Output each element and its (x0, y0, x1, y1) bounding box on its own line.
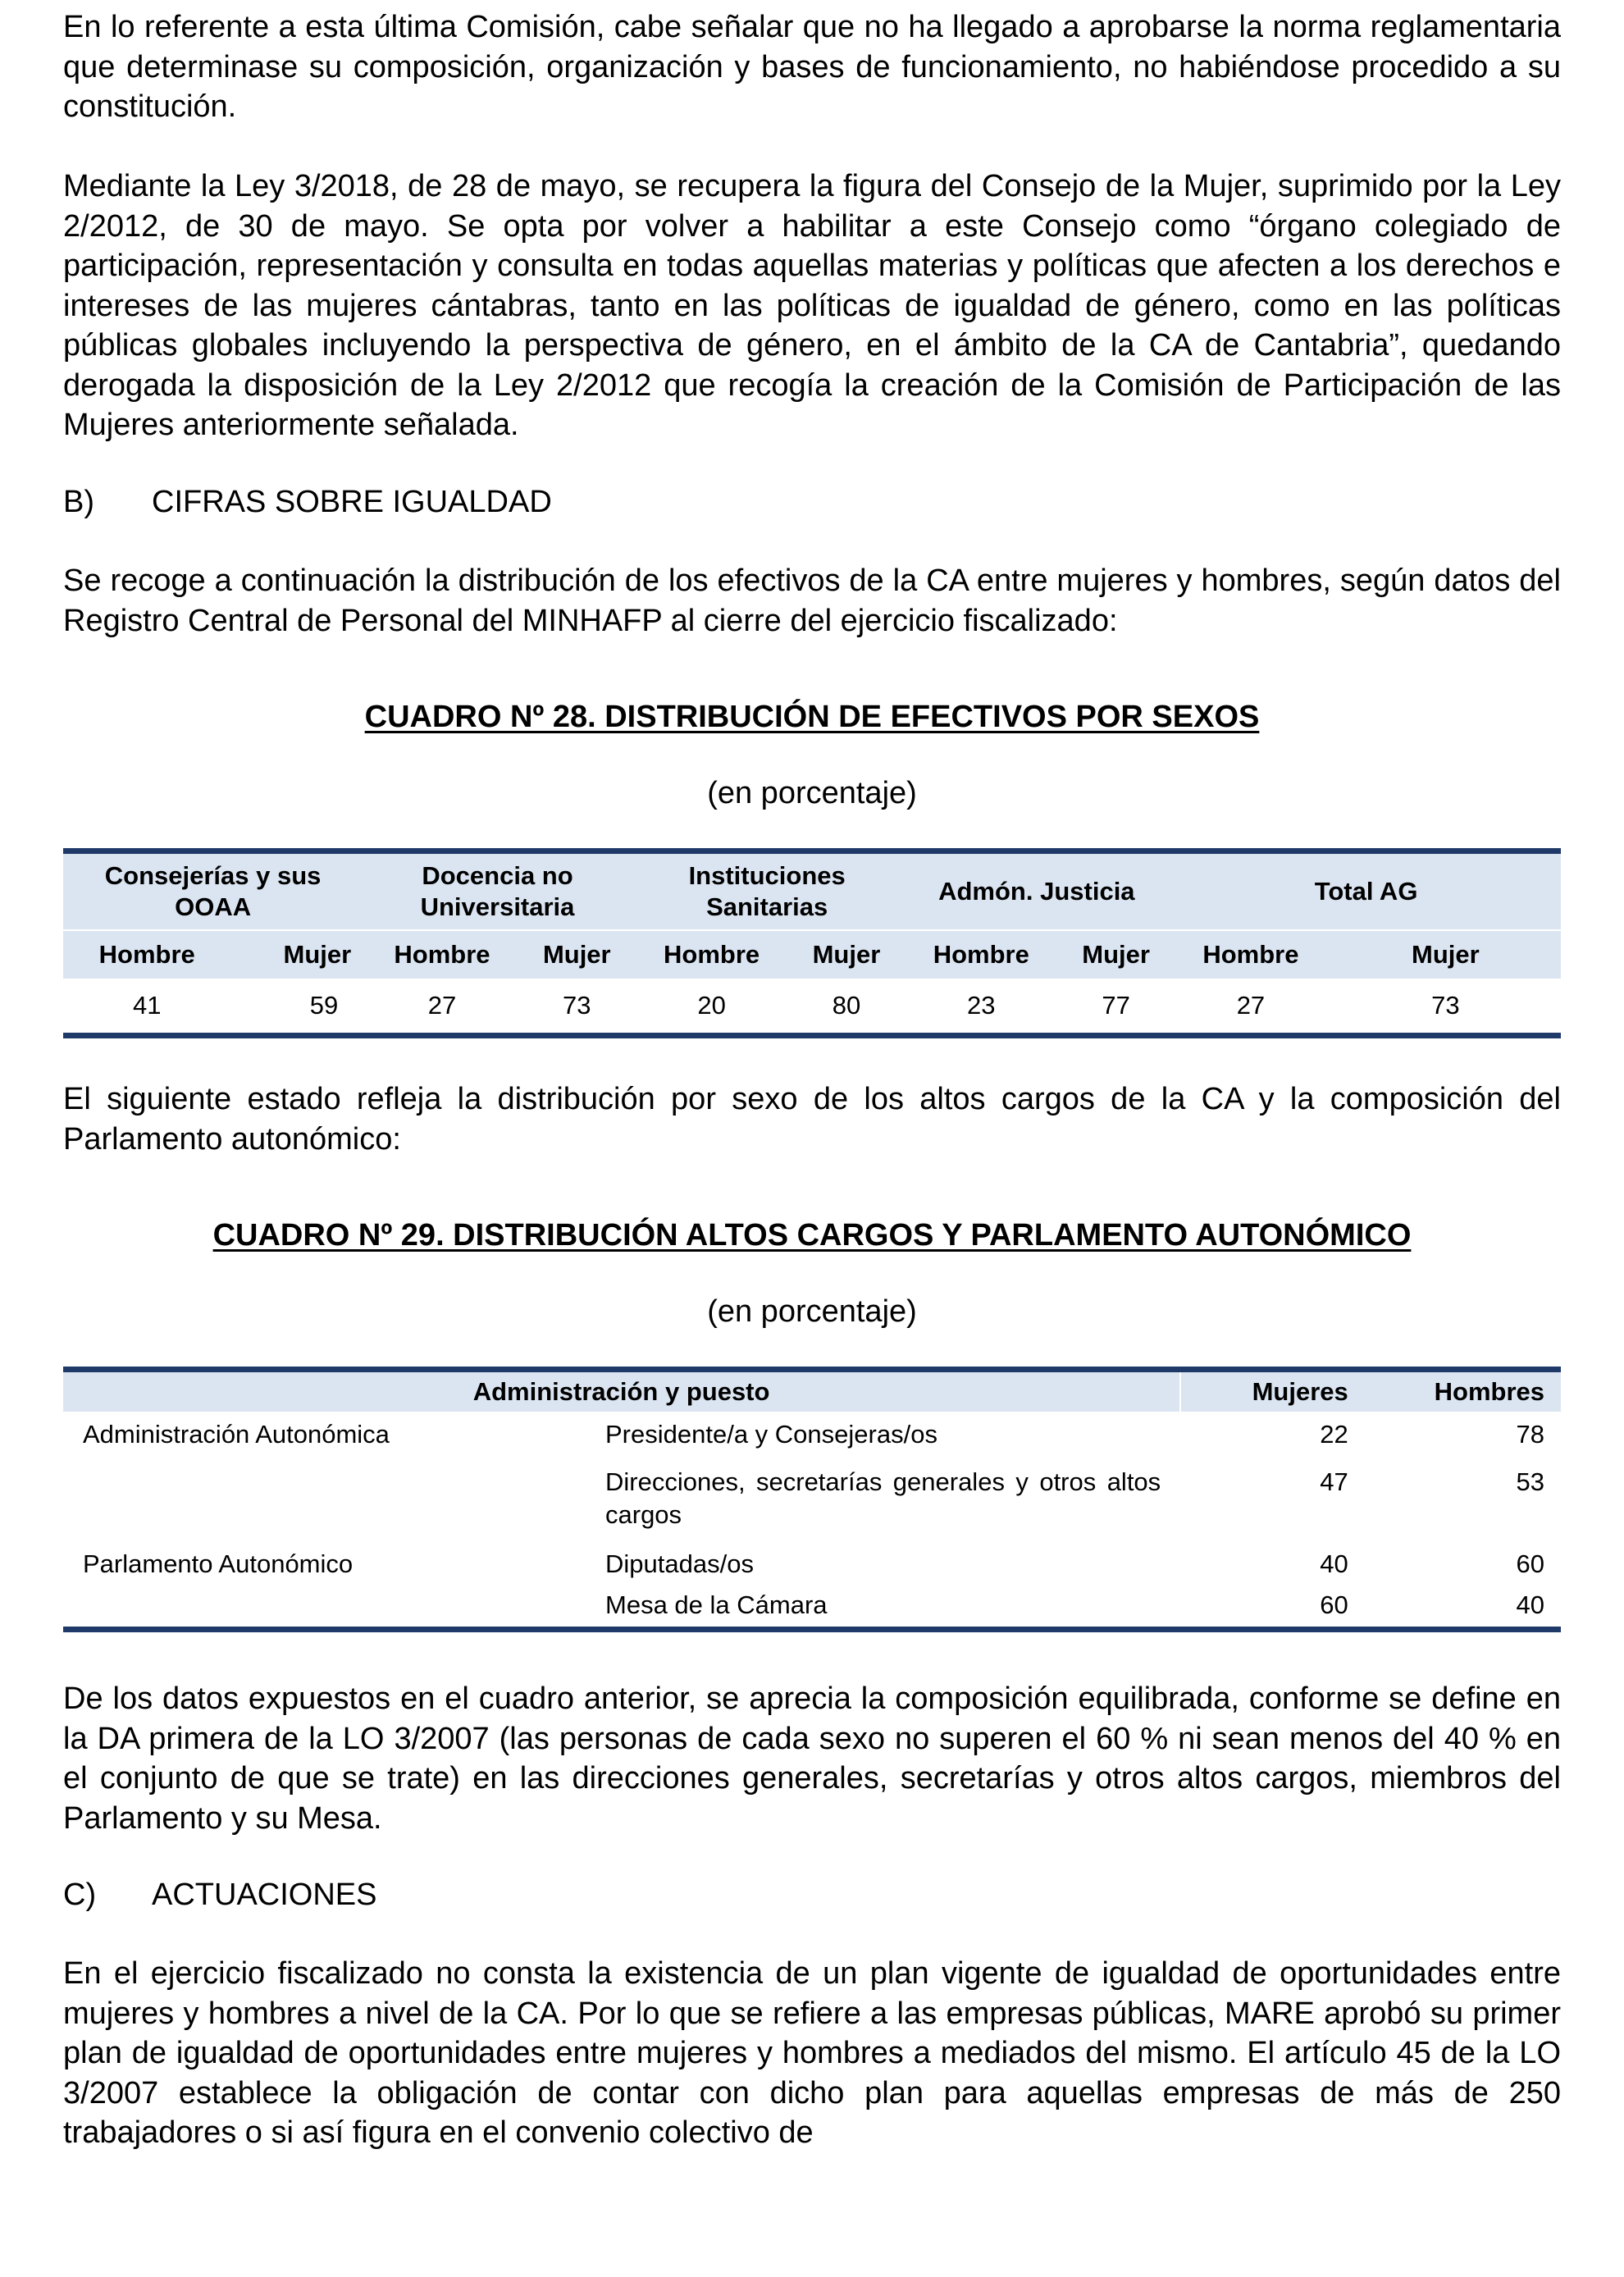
cell-hombres: 40 (1516, 1590, 1544, 1619)
paragraph-2: Mediante la Ley 3/2018, de 28 de mayo, se recupera la figura del Consejo de la Mujer, suprimido por la Ley 2/2012, de 30 de mayo. Se opta por volver a habilitar a este Consejo como “órgano colegiado de participación, representación y consulta en todas aquellas materias y políticas que afecten a los derechos e intereses de las mujeres cántabras, tanto en las políticas de igualdad de género, como en las políticas públicas globales incluyendo la perspectiva de género, en el ámbito de la CA de Cantabria”, quedando derogada la disposición de la Ley 2/2012 que recogía la creación de la Comisión de Participación de las Mujeres anteriormente señalada. (63, 169, 1561, 442)
table-row (63, 1581, 1561, 1630)
table-cell: 20 (697, 991, 726, 1020)
section-title: ACTUACIONES (152, 1878, 377, 1912)
table-cell: 73 (1431, 991, 1460, 1020)
column-header-hombre: Hombre (63, 930, 231, 979)
column-group-header: Consejerías y sus OOAA (63, 851, 363, 931)
column-header-mujer: Mujer (791, 930, 901, 979)
paragraph-1: En lo referente a esta última Comisión, cabe señalar que no ha llegado a aprobarse la norma reglamentaria que determinase su composición, organización y bases de funcionamiento, no habiéndose procedido a su constitución. (63, 10, 1561, 124)
table-header-row (63, 1370, 1561, 1412)
cell-mujeres: 22 (1320, 1420, 1348, 1449)
column-header-mujer: Mujer (231, 930, 363, 979)
cuadro-28-subtitle: (en porcentaje) (707, 776, 917, 810)
table-cell: 27 (427, 991, 457, 1020)
row-puesto: Direcciones, secretarías generales y otros altos cargos (605, 1467, 1161, 1529)
column-header-hombre: Hombre (1171, 930, 1330, 979)
section-title: CIFRAS SOBRE IGUALDAD (152, 485, 552, 519)
paragraph-4: El siguiente estado refleja la distribución por sexo de los altos cargos de la CA y la composición del Parlamento autonómico: (63, 1082, 1561, 1157)
cell-hombres: 78 (1516, 1420, 1544, 1449)
table-row (63, 1412, 1561, 1451)
column-group-header: Docencia no Universitaria (363, 851, 632, 931)
column-header-mujer: Mujer (1061, 930, 1171, 979)
table-cell: 80 (832, 991, 861, 1020)
row-group-label (63, 1451, 605, 1531)
row-group-label (63, 1581, 605, 1630)
cell-mujeres: 40 (1320, 1549, 1348, 1578)
row-group-label: Administración Autonómica (83, 1420, 390, 1449)
paragraph-6: En el ejercicio fiscalizado no consta la existencia de un plan vigente de igualdad de oportunidades entre mujeres y hombres a nivel de la CA. Por lo que se refiere a las empresas públicas, MARE aprobó su primer plan de igualdad de oportunidades entre mujeres y hombres a mediados del mismo. El artículo 45 de la LO 3/2007 establece la obligación de contar con dicho plan para aquellas empresas de más de 250 trabajadores o si así figura en el convenio colectivo de (63, 1956, 1561, 2150)
section-heading-c (63, 1875, 376, 1914)
cuadro-29-table (63, 1367, 1561, 1632)
row-puesto: Mesa de la Cámara (605, 1590, 828, 1619)
column-group-header: Total AG (1171, 851, 1561, 931)
table-row (63, 1451, 1561, 1531)
cuadro-28-table (63, 848, 1561, 1038)
cell-hombres: 60 (1516, 1549, 1544, 1578)
column-header-hombre: Hombre (902, 930, 1061, 979)
column-header-mujer: Mujer (522, 930, 632, 979)
column-header-admin: Administración y puesto (63, 1370, 1180, 1412)
table-cell: 59 (309, 991, 339, 1020)
paragraph-5: De los datos expuestos en el cuadro anterior, se aprecia la composición equilibrada, conforme se define en la DA primera de la LO 3/2007 (las personas de cada sexo no superen el 60 % ni sean menos del 40 % en el conjunto de que se trate) en las direcciones generales, secretarías y otros altos cargos, miembros del Parlamento y su Mesa. (63, 1682, 1561, 1836)
table-cell: 23 (967, 991, 996, 1020)
cuadro-29-subtitle: (en porcentaje) (707, 1294, 917, 1329)
table-cell: 41 (133, 991, 162, 1020)
column-header-mujer: Mujer (1330, 930, 1561, 979)
section-letter: B) (63, 485, 94, 519)
column-group-header: Admón. Justicia (902, 851, 1172, 931)
column-header-hombre: Hombre (363, 930, 522, 979)
row-puesto: Presidente/a y Consejeras/os (605, 1420, 937, 1449)
table-row (63, 979, 1561, 1036)
column-group-header: Instituciones Sanitarias (632, 851, 902, 931)
table-cell: 73 (563, 991, 591, 1020)
table-cell: 27 (1236, 991, 1266, 1020)
column-header-hombres: Hombres (1365, 1370, 1561, 1412)
cell-mujeres: 60 (1320, 1590, 1348, 1619)
table-subheader-row (63, 930, 1561, 979)
column-header-hombre: Hombre (632, 930, 791, 979)
cell-hombres: 53 (1516, 1467, 1544, 1496)
table-header-row (63, 851, 1561, 931)
column-header-mujeres: Mujeres (1180, 1370, 1365, 1412)
paragraph-3: Se recoge a continuación la distribución de los efectivos de la CA entre mujeres y hombres, según datos del Registro Central de Personal del MINHAFP al cierre del ejercicio fiscalizado: (63, 564, 1561, 638)
row-group-label: Parlamento Autonómico (83, 1549, 354, 1578)
section-letter: C) (63, 1878, 97, 1912)
table-cell: 77 (1102, 991, 1130, 1020)
cuadro-29-title: CUADRO Nº 29. DISTRIBUCIÓN ALTOS CARGOS Y PARLAMENTO AUTONÓMICO (212, 1218, 1412, 1253)
table-row (63, 1531, 1561, 1581)
cell-mujeres: 47 (1320, 1467, 1348, 1496)
row-puesto: Diputadas/os (605, 1549, 754, 1578)
cuadro-28-title: CUADRO Nº 28. DISTRIBUCIÓN DE EFECTIVOS POR SEXOS (364, 700, 1260, 734)
section-heading-b (63, 482, 552, 522)
